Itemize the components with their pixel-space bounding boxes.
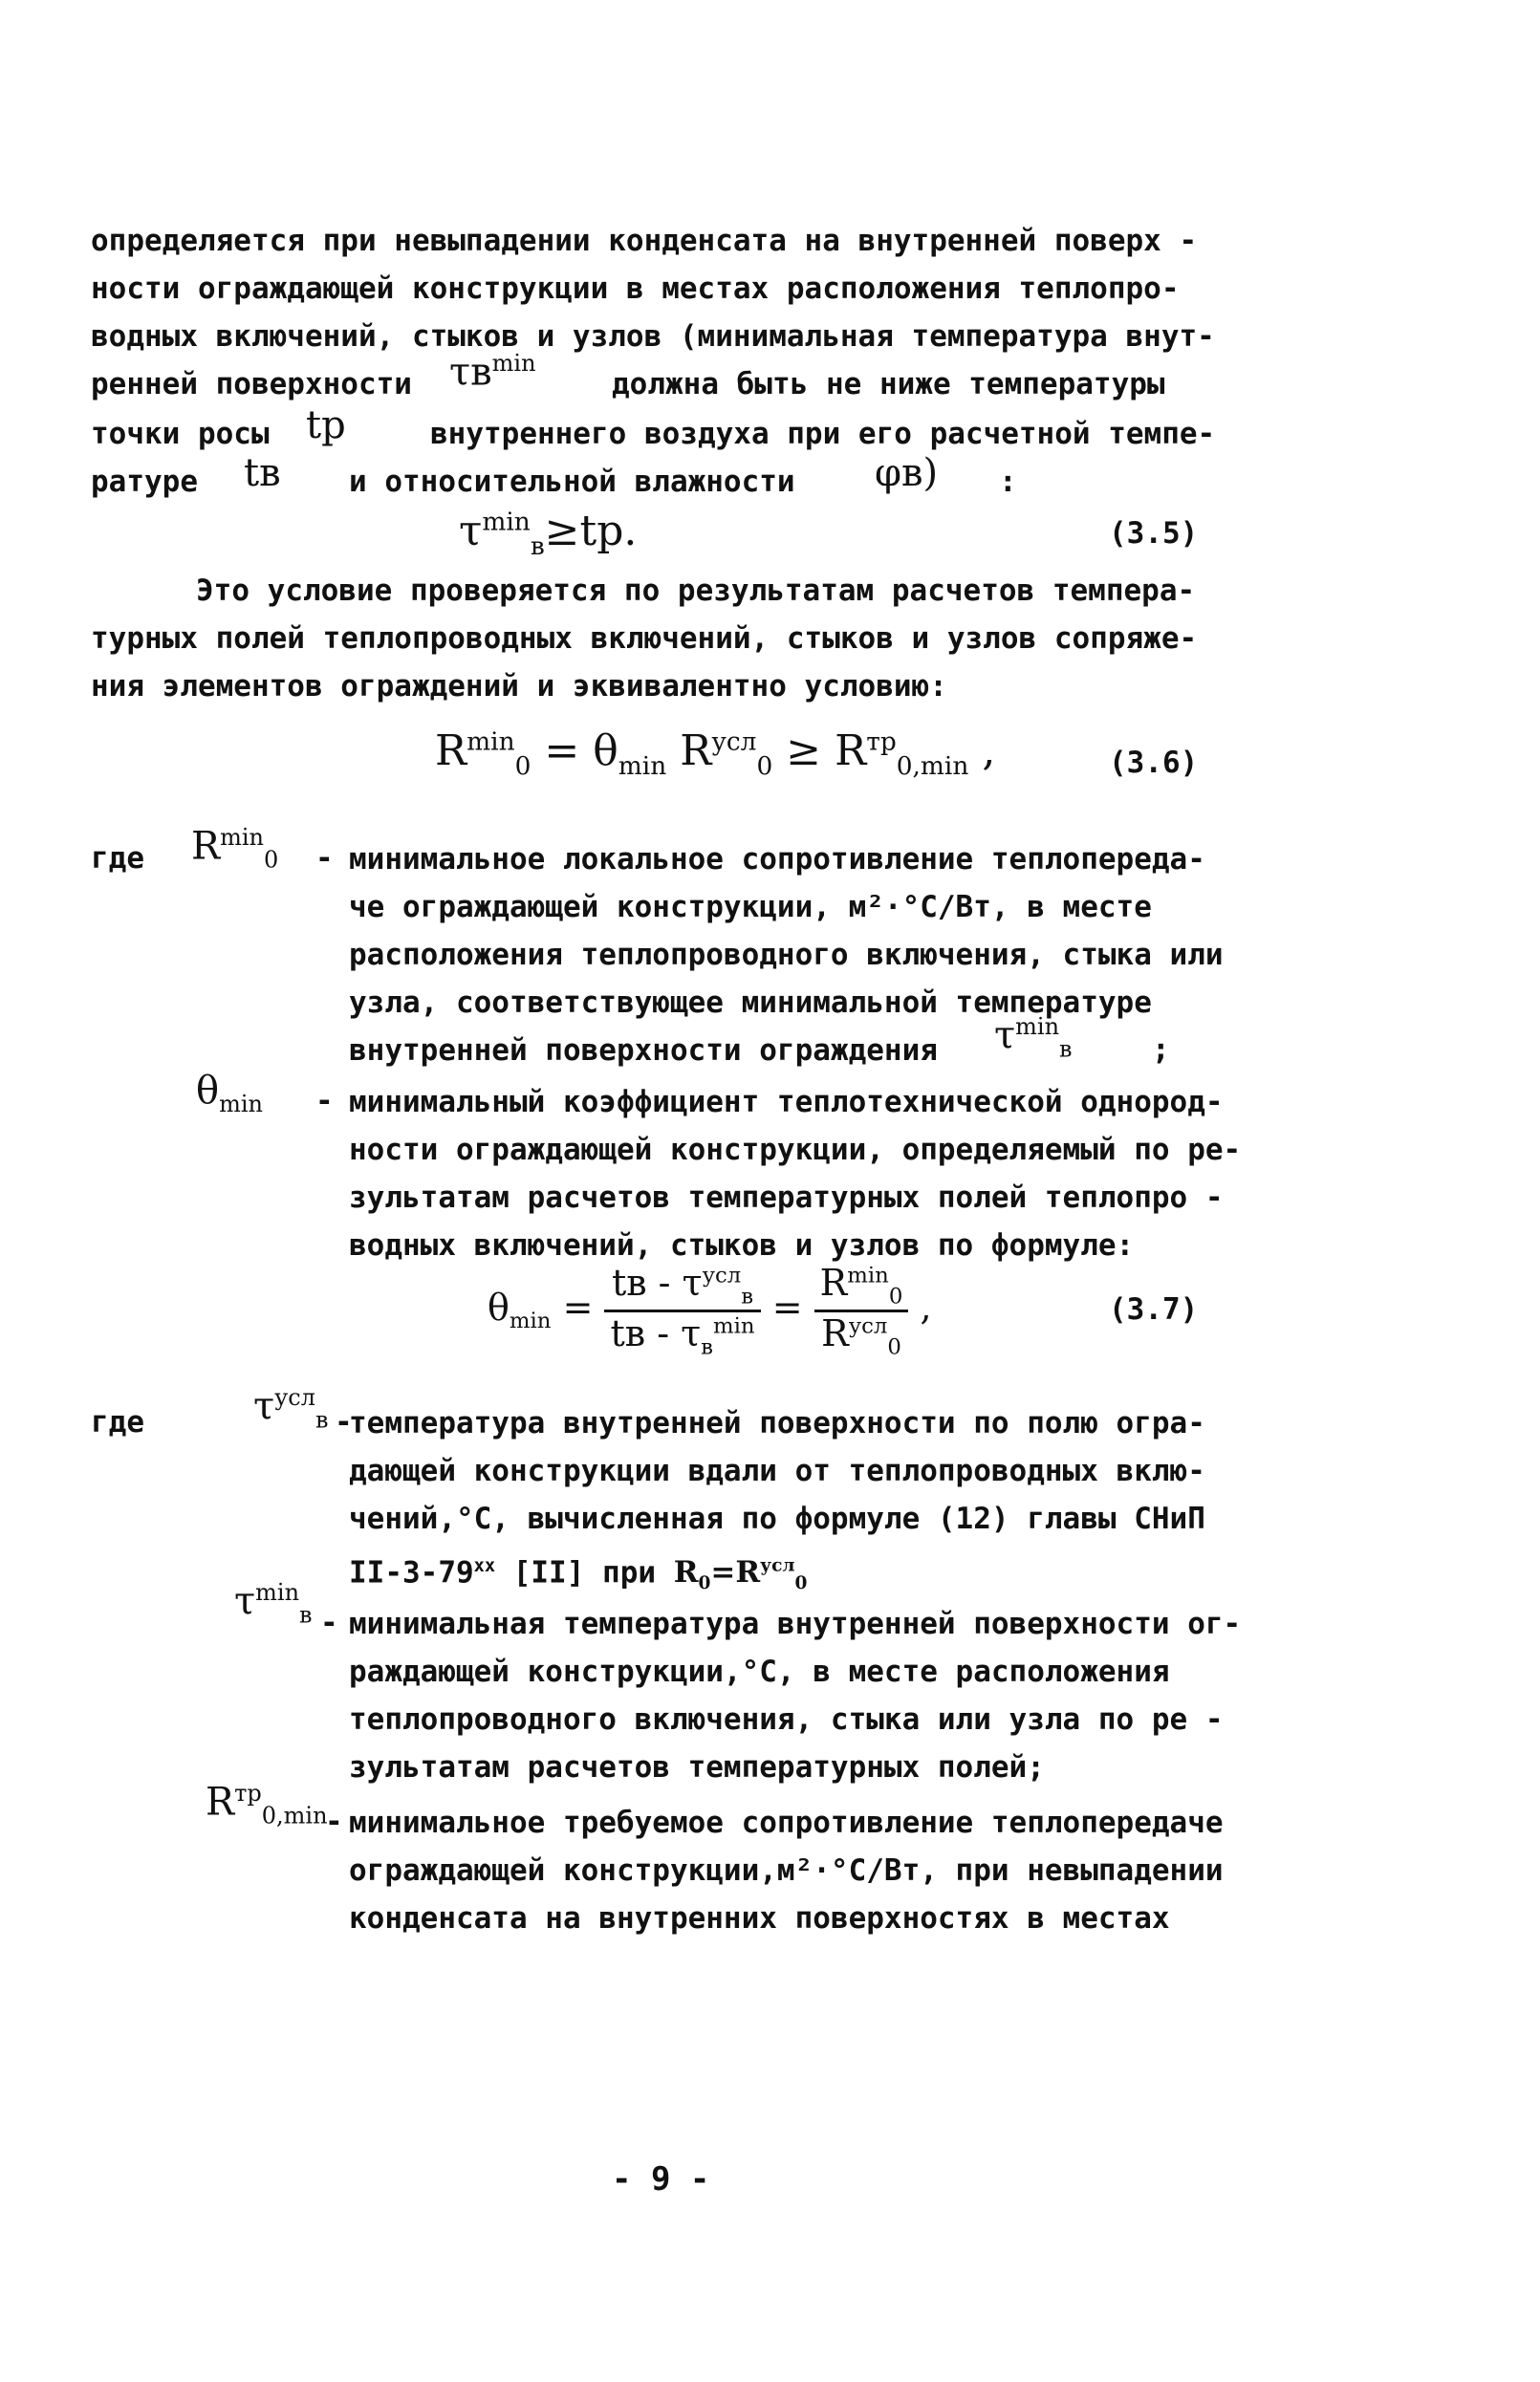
definition-text: внутренней поверхности ограждения — [349, 1033, 938, 1068]
definition-text: ности ограждающей конструкции, определяемый по ре- — [349, 1133, 1242, 1167]
definition-text: минимальное требуемое сопротивление теплопередаче — [349, 1806, 1224, 1840]
symbol-t-dew: tр — [306, 403, 346, 447]
definition-text: минимальный коэффициент теплотехнической однород- — [349, 1085, 1224, 1119]
symbol-phi: φв) — [875, 451, 939, 495]
definition-text: зультатам расчетов температурных полей; — [349, 1750, 1045, 1785]
definition-text: расположения теплопроводного включения, стыка или — [349, 938, 1224, 972]
equation-number: (3.5) — [1109, 516, 1199, 551]
dash: - — [315, 1084, 334, 1118]
text-line: должна быть не ниже температуры — [612, 367, 1165, 401]
definition-text: зультатам расчетов температурных полей теплопро - — [349, 1180, 1224, 1215]
text-line: внутреннего воздуха при его расчетной темпе- — [430, 417, 1216, 451]
definition-text: водных включений, стыков и узлов по формуле: — [349, 1228, 1135, 1263]
definition-text: дающей конструкции вдали от теплопроводных вклю- — [349, 1454, 1205, 1488]
definition-text: ограждающей конструкции,м²·°С/Вт, при невыпадении — [349, 1853, 1224, 1888]
where-label: где — [91, 1405, 144, 1440]
dash: - — [325, 1805, 343, 1839]
definition-text: конденсата на внутренних поверхностях в местах — [349, 1901, 1170, 1936]
symbol-tau-usl: $\tau^{усл}_в$ — [253, 1384, 329, 1434]
symbol-tau-min: $\tau^{min}_в$ — [234, 1579, 313, 1629]
text-line: Это условие проверяется по результатам расчетов темпера- — [196, 574, 1196, 608]
text-line: турных полей теплопроводных включений, стыков и узлов сопряже- — [91, 621, 1198, 656]
definition-text: раждающей конструкции,°С, в месте расположения — [349, 1655, 1170, 1689]
definition-text: минимальное локальное сопротивление теплопереда- — [349, 842, 1205, 877]
definition-text: температура внутренней поверхности по полю огра- — [349, 1406, 1205, 1440]
definition-text: теплопроводного включения, стыка или узла по ре - — [349, 1702, 1224, 1737]
text-line: и относительной влажности — [349, 465, 795, 499]
definition-text: чений,°С, вычисленная по формуле (12) главы СНиП — [349, 1502, 1205, 1536]
definition-text: II-3-79$^{xx}$ [II] при $R_0=R^{усл}_0$ — [349, 1555, 808, 1594]
symbol-theta-min: $\theta_{min}$ — [196, 1069, 263, 1117]
text-line: ности ограждающей конструкции в местах расположения теплопро- — [91, 271, 1180, 306]
equation-3-5: $\tau^{min}_в\ge tр$. — [459, 507, 638, 561]
symbol-tau-min: $\tau в^{min}$ — [449, 350, 536, 395]
symbol-t-inner: tв — [244, 451, 281, 495]
text-line: точки росы — [91, 417, 270, 451]
equation-number: (3.6) — [1109, 746, 1199, 780]
dash: - — [315, 841, 334, 876]
text-line: водных включений, стыков и узлов (минимальная температура внут- — [91, 319, 1215, 354]
text-line: ния элементов ограждений и эквивалентно условию: — [91, 669, 947, 704]
text-line: ; — [1152, 1032, 1170, 1067]
definition-text: минимальная температура внутренней поверхности ог- — [349, 1607, 1242, 1641]
text-line: ратуре — [91, 465, 198, 499]
definition-text: узла, соответствующее минимальной температуре — [349, 985, 1152, 1020]
text-line: определяется при невыпадении конденсата на внутренней поверх - — [91, 224, 1198, 258]
equation-3-7: $\theta_{min}$ = $\frac{tв - \tau^{усл}_в}{tв - \tau_в^{min}}$ = $\frac{R^{min}_0}{R^{усл}_0}$ , — [488, 1262, 932, 1360]
symbol-R0-tr: $R^{тр}_{0,min}$ — [206, 1780, 328, 1830]
where-label: где — [91, 841, 144, 876]
equation-3-6: $R^{min}_0 = \theta_{min}$ $R^{усл}_0 \ge R^{тр}_{0,min}$ , — [435, 726, 996, 781]
text-line: : — [999, 465, 1017, 499]
equation-number: (3.7) — [1109, 1292, 1199, 1327]
symbol-R0-min: $R^{min}_0$ — [191, 824, 279, 874]
dash: - — [335, 1405, 353, 1440]
page-number: - 9 - — [612, 2160, 710, 2198]
dash: - — [320, 1606, 338, 1640]
definition-text: че ограждающей конструкции, м²·°С/Вт, в месте — [349, 890, 1152, 924]
text-line: ренней поверхности — [91, 367, 412, 401]
symbol-tau-min: $\tau^{min}_в$ — [994, 1013, 1073, 1063]
